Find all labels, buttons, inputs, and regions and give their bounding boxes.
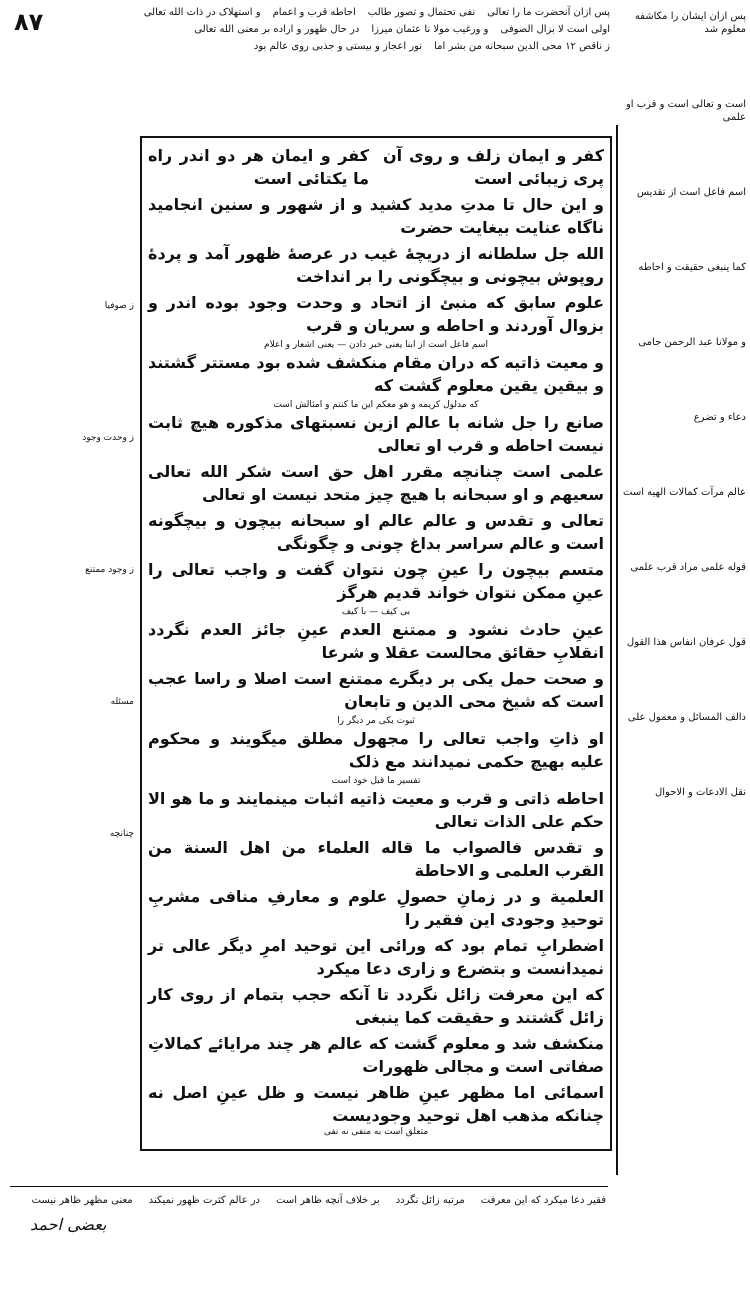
interlinear-gloss: که مدلول کریمه و هو معکم این ما کنتم و امثالش است: [273, 400, 479, 410]
text-line: [148, 193, 604, 239]
margin-note: چنانچه: [109, 829, 134, 839]
text-line: [148, 242, 604, 288]
page-number: ۸۷: [14, 8, 44, 36]
verse-hemistich-right: کفر و ایمان زلف و روی آن پری زیبائی است: [383, 146, 604, 188]
text-line: [148, 558, 604, 604]
verse-hemistich-left: کفر و ایمان هر دو اندر راه ما یکتائی است: [148, 146, 369, 188]
gloss-text: اسم فاعل است از ابنا یعنی خبر دادن: [349, 340, 488, 350]
interlinear-gloss: ثبوت یکی مر دیگر را: [337, 716, 415, 726]
margin-note: در عالم کثرت ظهور نمیکند: [148, 1195, 261, 1206]
bottom-notes-list: [0, 1194, 618, 1207]
text-line: [148, 716, 604, 773]
margin-note: ز وجود ممتنع: [85, 565, 134, 575]
line-text: صانع را جل شانه با عالم ازین نسبتهای مذکوره هیچ ثابت نیست احاطه و قرب او تعالی: [148, 413, 604, 455]
text-line: [148, 836, 604, 882]
margin-note: در حال ظهور و اراده بر معنی الله تعالی: [194, 24, 360, 35]
margin-note: بر خلاف آنچه ظاهر است: [276, 1195, 380, 1206]
line-text: منکشف شد و معلوم گشت که عالم هر چند مرایائے کمالاتِ صفاتی است و مجالی ظهورات: [148, 1034, 604, 1076]
line-text: عینِ حادث نشود و ممتنع العدم عینِ جائز العدم نگردد انقلابِ حقائق محالست عقلا و شرعا: [148, 620, 604, 662]
interlinear-gloss: اسم فاعل است از ابنا یعنی خبر دادن — یعنی اشعار و اعلام: [264, 340, 488, 350]
gloss-text: بی کیف: [380, 607, 411, 617]
signature: بعضی احمد: [30, 1215, 107, 1234]
line-text: الله جل سلطانه از دریچهٔ غیب در عرصهٔ ظهور آمد و پردهٔ روپوش بیچونی و بیچگونی را بر انداخت: [148, 244, 604, 286]
text-line: [148, 1032, 604, 1078]
text-line: [148, 1081, 604, 1138]
text-line: [148, 885, 604, 931]
margin-note: ز صوفیا: [104, 301, 134, 311]
text-line: [148, 340, 604, 397]
margin-note: قول عرفان انفاس هذا القول: [626, 637, 746, 648]
text-line: [148, 983, 604, 1029]
text-line: [148, 509, 604, 555]
gloss-text: با کیف: [341, 607, 367, 617]
margin-note: معنی مظهر ظاهر نیست: [31, 1195, 133, 1206]
text-line: [148, 776, 604, 833]
line-text: احاطه ذاتی و قرب و معیت ذاتیه اثبات مینمایند و ما هو الا حکم علی الذات تعالی: [148, 789, 604, 831]
line-text: که این معرفت زائل نگردد تا آنکه حجب بتمام از روی کار زائل گشتند و حقیقت کما ینبغی: [148, 985, 604, 1027]
interlinear-gloss: متعلق است به منفی نه نفی: [323, 1127, 429, 1137]
margin-note: و استهلاک در ذات الله تعالی: [143, 7, 261, 18]
margin-note: نور اعجاز و بیستی و جذبی روی عالم بود: [253, 41, 423, 52]
line-text: او ذاتِ واجب تعالی را مجهول مطلق میگویند و محکوم علیه بهیچ حکمی نمیدانند مع ذلک: [148, 729, 604, 771]
line-text: تعالی و تقدس و عالم عالم او سبحانه بیچون و بیچگونه است و عالم سراسر بداغ چونی و چگونگی: [148, 511, 604, 553]
margin-note: اسم فاعل است از تقدیس: [636, 187, 746, 198]
line-text: و این حال تا مدتِ مدید کشید و از شهور و سنین انجامید ناگاه عنایت بیغایت حضرت: [148, 195, 604, 237]
margin-note: احاطه قرب و اعمام: [272, 7, 356, 18]
line-text: علوم سابق که منبئ از اتحاد و وحدت وجود بوده اندر و بزوال آوردند و احاطه و سریان و قرب: [148, 293, 604, 335]
margin-note: است و تعالی است و قرب او علمی: [625, 99, 746, 123]
line-text: اضطرابِ تمام بود که ورائی این توحید امرِ دیگر عالی تر نمیدانست و بتضرع و زاری دعا میکرد: [148, 936, 604, 978]
gloss-text: یعنی اشعار و اعلام: [264, 340, 335, 350]
margin-note: ز ناقص ۱۲ محی الدین سبحانه من بشر اما: [434, 41, 610, 52]
line-text: العلمیة و در زمانِ حصولِ علوم و معارفِ منافی مشربِ توحیدِ وجودی این فقیر را: [148, 887, 604, 929]
margin-note: مرتبه زائل نگردد: [395, 1195, 465, 1206]
margin-note: پس ازان آنحضرت ما را تعالی: [487, 7, 610, 18]
right-margin-notes: [622, 10, 746, 799]
main-text: [148, 144, 604, 1138]
line-text: متسم بیچون را عینِ چون نتوان گفت و واجب تعالی را عینِ ممکن نتوان خواند قدیم هرگز: [148, 560, 604, 602]
line-text: علمی است چنانچه مقرر اهل حق است شکر الله تعالی سعیهم و او سبحانه با هیچ چیز متحد نیست او تعالی: [148, 462, 604, 504]
frame-rule: [616, 125, 618, 1175]
margin-note: اولی است لا بزال الصوفی: [500, 24, 610, 35]
line-text: و معیت ذاتیه که دران مقام منکشف شده بود مستتر گشتند و بیقین یقین معلوم گشت که: [148, 353, 604, 395]
interlinear-gloss: تفسیر ما قبل خود است: [331, 776, 421, 786]
margin-note: ز وحدت وجود: [82, 433, 134, 443]
text-line: [148, 667, 604, 713]
margin-note: پس ازان ایشان را مکاشفه معلوم شد: [634, 11, 746, 35]
divider: [10, 1186, 608, 1187]
margin-note: کما ینبغی حقیقت و احاطه: [638, 262, 746, 273]
text-line: [148, 607, 604, 664]
margin-note: نقل الادعات و الاحوال: [654, 787, 746, 798]
margin-note: و مولانا عبد الرحمن جامی: [638, 337, 746, 348]
line-text: اسمائی اما مظهر عینِ ظاهر نیست و ظل عینِ اصل نه چنانکه مذهب اهل توحید وجودیست: [148, 1083, 604, 1125]
left-margin-notes: [4, 300, 134, 840]
margin-note: مسئله: [110, 697, 134, 707]
margin-note: نفی تحتمال و تصور طالب: [367, 7, 476, 18]
verse-line: [148, 144, 604, 190]
bottom-margin-notes: [0, 1180, 618, 1234]
margin-note: عالم مرآت کمالات الهیه است: [623, 487, 746, 498]
margin-note: دالف المسائل و معمول علی: [627, 712, 746, 723]
text-line: [148, 460, 604, 506]
line-text: و تقدس فالصواب ما قاله العلماء من اهل السنة من القرب العلمی و الاحاطة: [148, 838, 604, 880]
margin-note: و ورغیب مولا نا عثمان میرزا: [371, 24, 489, 35]
top-margin-notes: [70, 6, 610, 130]
margin-note: دعاء و تضرع: [693, 412, 746, 423]
line-text: و صحت حمل یکی بر دیگرے ممتنع است اصلا و راسا عجب است که شیخ محی الدین و تابعان: [148, 669, 604, 711]
margin-note: قوله علمی مراد قرب علمی: [630, 562, 746, 573]
text-line: [148, 934, 604, 980]
interlinear-gloss: بی کیف — با کیف: [341, 607, 411, 617]
text-line: [148, 400, 604, 457]
text-line: [148, 291, 604, 337]
margin-note: فقیر دعا میکرد که این معرفت: [480, 1195, 606, 1206]
main-text-frame: [140, 136, 612, 1151]
